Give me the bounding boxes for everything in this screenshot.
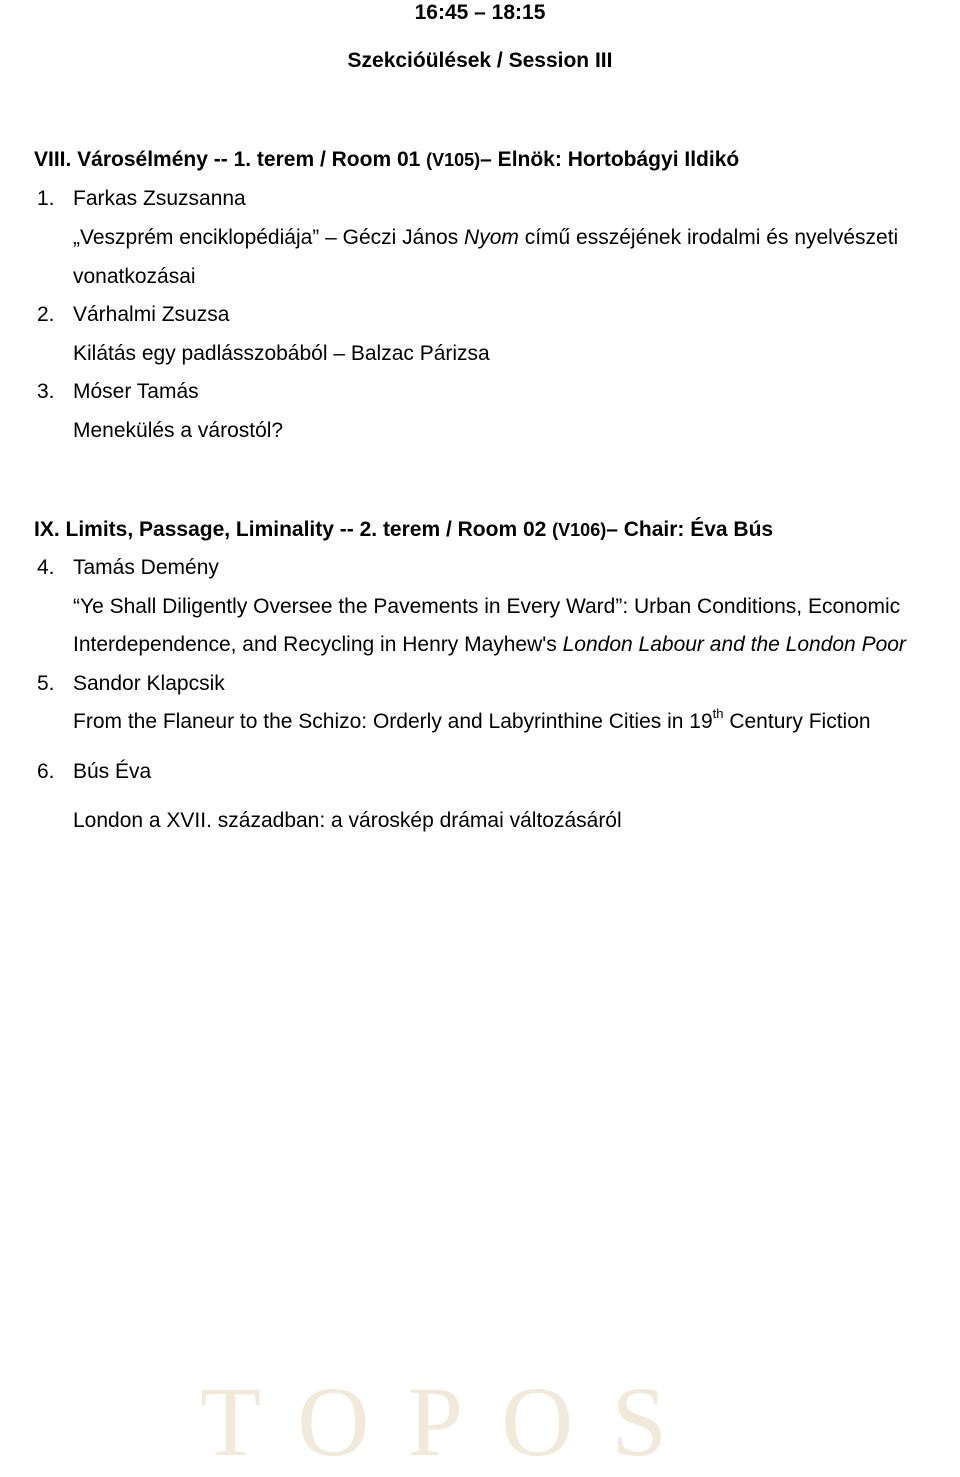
talk-5-number: 5.	[37, 672, 55, 695]
talk-5-title-part: From the Flaneur to the Schizo: Orderly and Labyrinthine Cities in 19	[73, 710, 713, 733]
talk-4-title-part: Interdependence, and Recycling in Henry Mayhew's	[73, 633, 563, 656]
talk-4-title: “Ye Shall Diligently Oversee the Pavements in Every Ward”: Urban Conditions, Economic	[73, 595, 901, 618]
talk-1-title-part: című esszéjének irodalmi és nyelvészeti	[518, 226, 899, 249]
talk-4-title-line2	[73, 632, 906, 658]
section-room-code: (V105)	[426, 150, 481, 170]
section-heading-main: VIII. Városélmény -- 1. terem / Room 01	[34, 148, 427, 171]
talk-5-speaker: Sandor Klapcsik	[73, 672, 225, 695]
talk-4-title-italic: London Labour and the London Poor	[562, 633, 906, 656]
section-room-code: (V106)	[552, 520, 607, 540]
talk-3-speaker: Móser Tamás	[73, 380, 199, 403]
talk-1-title-line2: vonatkozásai	[73, 265, 196, 288]
section-chair: – Elnök: Hortobágyi Ildikó	[480, 148, 740, 171]
talk-5-title-part: Century Fiction	[723, 710, 871, 733]
talk-6-number: 6.	[37, 760, 55, 783]
section-heading-main: IX. Limits, Passage, Liminality -- 2. terem / Room 02	[34, 518, 553, 541]
talk-4-speaker: Tamás Demény	[73, 556, 219, 579]
talk-3-number: 3.	[37, 380, 55, 403]
session-title: Szekcióülések / Session III	[347, 49, 613, 72]
talk-1-title	[73, 225, 898, 251]
topos-watermark: TOPOS	[200, 1366, 705, 1477]
section-chair: – Chair: Éva Bús	[606, 518, 774, 541]
talk-6-title: London a XVII. században: a városkép drámai változásáról	[73, 809, 622, 832]
talk-5-title	[73, 706, 871, 737]
talk-1-number: 1.	[37, 187, 55, 210]
talk-5-title-superscript: th	[712, 706, 724, 721]
talk-1-speaker: Farkas Zsuzsanna	[73, 187, 246, 210]
talk-1-title-italic: Nyom	[464, 226, 519, 249]
talk-2-speaker: Várhalmi Zsuzsa	[73, 303, 230, 326]
talk-2-title: Kilátás egy padlásszobából – Balzac Párizsa	[73, 342, 490, 365]
talk-4-number: 4.	[37, 556, 55, 579]
talk-2-number: 2.	[37, 303, 55, 326]
talk-1-title-part: „Veszprém enciklopédiája” – Géczi János	[73, 226, 465, 249]
talk-6-speaker: Bús Éva	[73, 760, 152, 783]
talk-3-title: Menekülés a várostól?	[73, 419, 284, 442]
session-time: 16:45 – 18:15	[414, 1, 546, 24]
section-heading-ix	[34, 517, 773, 543]
section-heading-viii	[34, 147, 739, 173]
